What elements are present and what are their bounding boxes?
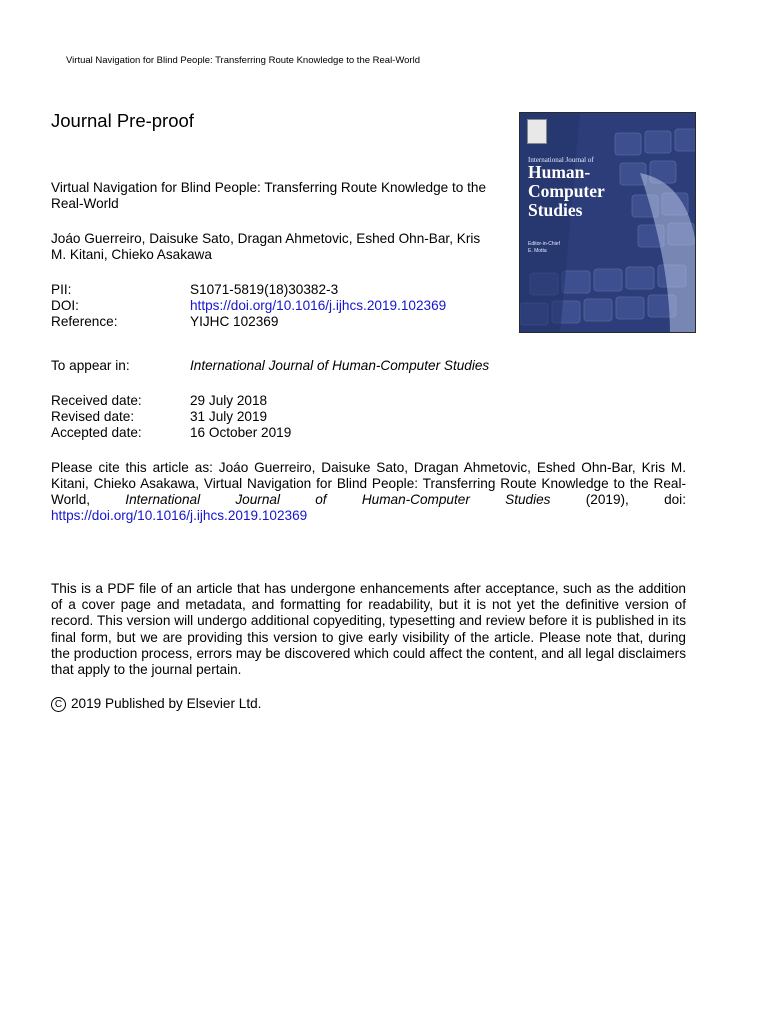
cover-intl-label: International Journal of (528, 156, 594, 164)
elsevier-logo (527, 119, 547, 144)
cover-name-line: Computer (528, 181, 605, 201)
keyboard-background (520, 113, 696, 333)
disclaimer-paragraph: This is a PDF file of an article that has undergone enhancements after acceptance, such as the addition of a cover page and metadata, and formatting for readability, but it is not yet the definitive version of record. This version will undergo additional copyediting, typesetting and review before it is published in its final form, but we are providing this version to give early visibility of the article. Please note that, during the production process, errors may be discovered which could affect the content, and all legal disclaimers that apply to the journal pertain. (51, 581, 686, 678)
pii-label: PII: (51, 282, 72, 297)
dates-block (51, 393, 291, 441)
doi-label: DOI: (51, 298, 79, 313)
citation-suffix: (2019), doi: (550, 492, 686, 507)
accepted-label: Accepted date: (51, 425, 142, 440)
received-label: Received date: (51, 393, 142, 408)
identifier-block (51, 282, 446, 330)
appear-block (51, 358, 489, 374)
reference-row (51, 314, 446, 330)
cover-editor (528, 241, 560, 255)
cover-name-line: Studies (528, 200, 583, 220)
doi-link[interactable]: https://doi.org/10.1016/j.ijhcs.2019.102369 (190, 298, 447, 313)
appear-row (51, 358, 489, 374)
appear-label: To appear in: (51, 358, 130, 373)
revised-label: Revised date: (51, 409, 135, 424)
accepted-row (51, 425, 291, 441)
citation-paragraph (51, 460, 686, 524)
cover-editor-name: E. Motta (528, 248, 547, 254)
revised-row (51, 409, 291, 425)
copyright-text: 2019 Published by Elsevier Ltd. (71, 696, 262, 711)
running-head: Virtual Navigation for Blind People: Transferring Route Knowledge to the Real-World (66, 55, 420, 66)
revised-value: 31 July 2019 (190, 409, 268, 424)
citation-journal: International Journal of Human-Computer Studies (125, 492, 551, 507)
pii-row (51, 282, 446, 298)
citation-doi-link[interactable]: https://doi.org/10.1016/j.ijhcs.2019.102369 (51, 508, 308, 523)
journal-pre-proof-label: Journal Pre-proof (51, 110, 194, 131)
appear-journal: International Journal of Human-Computer Studies (190, 358, 490, 373)
citation-prefix: Please cite this article as: Joáo Guerreiro, Daisuke Sato, Dragan Ahmetovic, Eshed Ohn-Bar, Kris M. Kitani, Chieko Asakawa, Virtual Navigation for Blind People: Transferring Route Knowledge to the Real-World, (51, 460, 686, 507)
reference-label: Reference: (51, 314, 118, 329)
cover-editor-label: Editor-in-Chief (528, 241, 560, 247)
received-row (51, 393, 291, 409)
accepted-value: 16 October 2019 (190, 425, 292, 440)
cover-name-line: Human- (528, 162, 591, 182)
copyright-icon: C (51, 697, 66, 712)
author-list: Joáo Guerreiro, Daisuke Sato, Dragan Ahmetovic, Eshed Ohn-Bar, Kris M. Kitani, Chieko Asakawa (51, 231, 481, 262)
doi-row (51, 298, 446, 314)
received-value: 29 July 2018 (190, 393, 268, 408)
journal-cover-image (519, 112, 696, 333)
copyright-line (51, 695, 261, 712)
pii-value: S1071-5819(18)30382-3 (190, 282, 339, 297)
cover-journal-name (528, 163, 605, 220)
reference-value: YIJHC 102369 (190, 314, 279, 329)
article-title: Virtual Navigation for Blind People: Transferring Route Knowledge to the Real-World (51, 180, 487, 211)
